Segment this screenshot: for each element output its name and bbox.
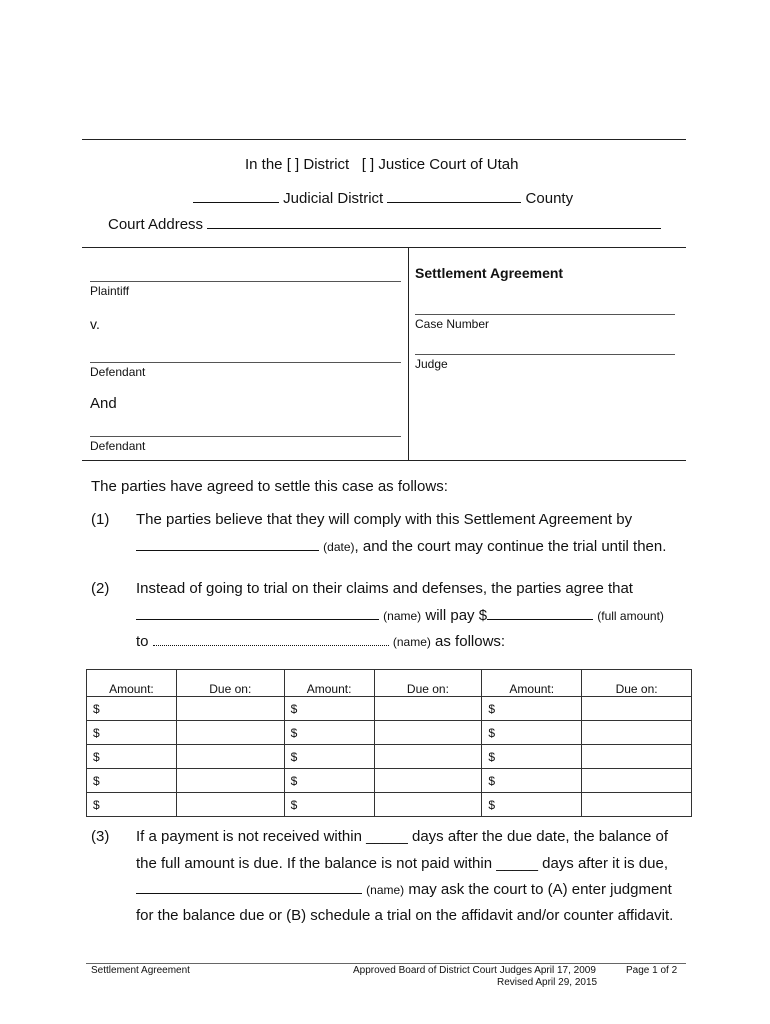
defendant2-blank[interactable] [90,436,401,437]
p1-number: (1) [91,511,110,528]
due-cell[interactable] [176,745,284,769]
due-cell[interactable] [176,769,284,793]
plaintiff-label: Plaintiff [90,284,130,298]
judge-label: Judge [415,357,448,371]
amount-cell[interactable]: $ [87,697,177,721]
amount-cell[interactable]: $ [284,721,374,745]
amount-cell[interactable]: $ [284,697,374,721]
table-header-row [87,670,692,697]
p3-line2: the full amount is due. If the balance is not paid within _____ days after it is due, [136,855,668,872]
due-cell[interactable] [374,721,482,745]
p3-line3: may ask the court to (A) enter judgment [408,881,672,898]
due-cell[interactable] [176,793,284,817]
amount-cell[interactable]: $ [482,721,582,745]
p2-number: (2) [91,580,110,597]
p2-full-amount-label: (full amount) [597,609,664,623]
col-due-3: Due on: [582,670,692,697]
due-cell[interactable] [582,745,692,769]
footer-approval: Approved Board of District Court Judges April 17, 2009 [353,965,596,976]
due-cell[interactable] [582,769,692,793]
table-row [87,769,692,793]
p2-asfollows: as follows: [435,633,506,650]
table-row [87,721,692,745]
court-address-blank[interactable] [207,216,661,229]
due-cell[interactable] [374,769,482,793]
county-blank[interactable] [387,190,521,203]
p2-line3-wrap [136,633,505,650]
col-amount-1: Amount: [87,670,177,697]
caption-top-rule [82,247,686,248]
court-line: In the [ ] District [ ] Justice Court of Utah [245,156,519,173]
p2-line2-wrap [136,607,664,624]
p1-line2-wrap [136,538,666,555]
col-due-1: Due on: [176,670,284,697]
county-label: County [525,190,574,207]
court-address-line [108,216,661,233]
p2-line1: Instead of going to trial on their claims and defenses, the parties agree that [136,580,633,597]
intro-text: The parties have agreed to settle this case as follows: [91,478,448,495]
top-rule [82,139,686,140]
due-cell[interactable] [374,697,482,721]
judicial-district-label: Judicial District [283,190,384,207]
due-cell[interactable] [582,697,692,721]
p3-line1: If a payment is not received within _____ days after the due date, the balance of [136,828,669,845]
col-amount-2: Amount: [284,670,374,697]
due-cell[interactable] [374,793,482,817]
due-cell[interactable] [582,793,692,817]
document-title: Settlement Agreement [415,265,564,281]
amount-cell[interactable]: $ [87,721,177,745]
due-cell[interactable] [374,745,482,769]
court-address-label: Court Address [108,216,204,233]
amount-cell[interactable]: $ [284,769,374,793]
p1-date-label: (date) [323,540,355,554]
plaintiff-blank[interactable] [90,281,401,282]
amount-cell[interactable]: $ [87,745,177,769]
p2-willpay: will pay $ [425,607,488,624]
payment-schedule-table [86,669,692,817]
p1-line2: , and the court may continue the trial until then. [354,538,667,555]
p2-payee-label: (name) [392,635,431,649]
caption-divider [408,247,409,460]
due-cell[interactable] [176,697,284,721]
table-row [87,793,692,817]
p3-name-blank[interactable] [136,881,362,894]
judge-blank[interactable] [415,354,675,355]
defendant1-blank[interactable] [90,362,401,363]
p1-line1: The parties believe that they will comply with this Settlement Agreement by [136,511,633,528]
defendant2-label: Defendant [90,439,146,453]
amount-cell[interactable]: $ [482,769,582,793]
caption-bottom-rule [82,460,686,461]
due-cell[interactable] [176,721,284,745]
amount-cell[interactable]: $ [284,745,374,769]
case-number-blank[interactable] [415,314,675,315]
p3-line3-wrap [136,881,672,898]
p3-number: (3) [91,828,110,845]
case-number-label: Case Number [415,317,490,331]
judicial-district-line [193,190,573,207]
p3-name-label: (name) [366,883,405,897]
versus-label: v. [90,316,100,332]
col-due-2: Due on: [374,670,482,697]
defendant1-label: Defendant [90,365,146,379]
amount-cell[interactable]: $ [87,769,177,793]
judicial-district-blank[interactable] [193,190,279,203]
p2-amount-blank[interactable] [487,607,593,620]
amount-cell[interactable]: $ [284,793,374,817]
col-amount-3: Amount: [482,670,582,697]
footer-page-number: Page 1 of 2 [626,965,678,976]
table-row [87,745,692,769]
footer-title: Settlement Agreement [91,965,190,976]
p1-date-blank[interactable] [136,538,319,551]
p2-payer-blank[interactable] [136,607,379,620]
due-cell[interactable] [582,721,692,745]
amount-cell[interactable]: $ [87,793,177,817]
amount-cell[interactable]: $ [482,793,582,817]
p2-payer-label: (name) [383,609,422,623]
and-label: And [90,395,117,412]
p3-line4: for the balance due or (B) schedule a trial on the affidavit and/or counter affidavit. [136,907,674,924]
amount-cell[interactable]: $ [482,745,582,769]
footer-rule [86,963,686,964]
p2-payee-blank[interactable] [153,633,389,646]
amount-cell[interactable]: $ [482,697,582,721]
table-row [87,697,692,721]
footer-revised: Revised April 29, 2015 [497,977,598,988]
p2-to: to [136,633,149,650]
